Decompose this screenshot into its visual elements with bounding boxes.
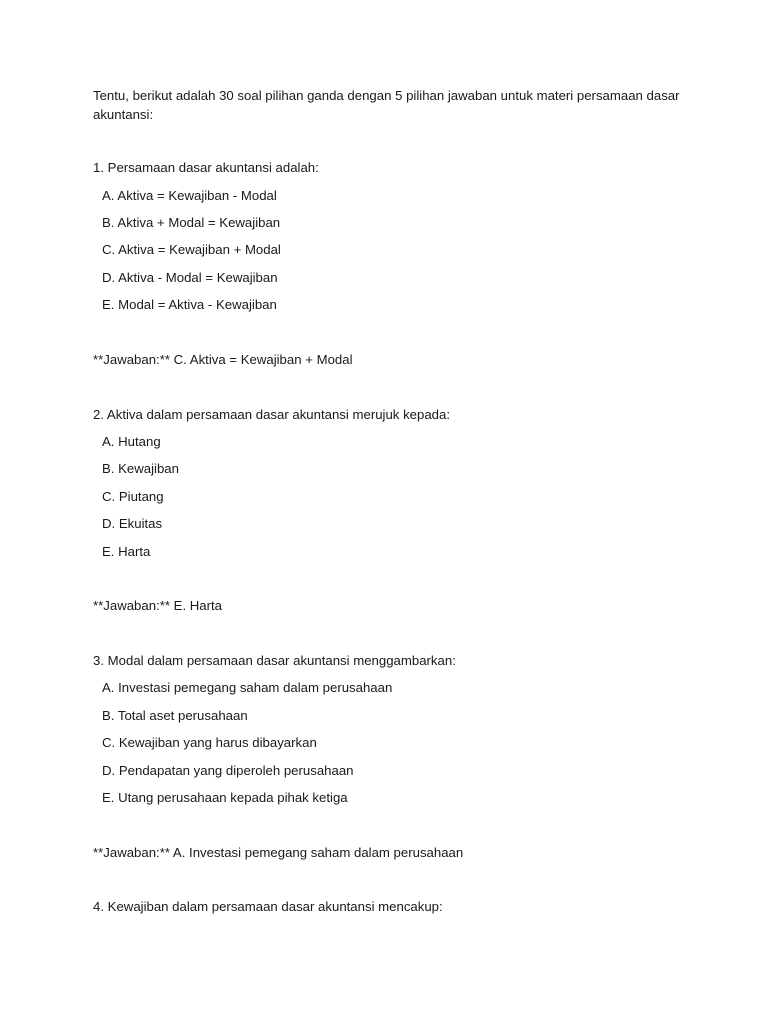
question-3-option-b: B. Total aset perusahaan: [102, 708, 248, 723]
question-2-option-e: E. Harta: [102, 544, 151, 559]
question-3-option-c: C. Kewajiban yang harus dibayarkan: [102, 735, 317, 750]
question-3-answer: **Jawaban:** A. Investasi pemegang saham dalam perusahaan: [93, 845, 464, 860]
question-2-option-a: A. Hutang: [102, 434, 161, 449]
question-1-option-e: E. Modal = Aktiva - Kewajiban: [102, 297, 277, 312]
question-1-option-d: D. Aktiva - Modal = Kewajiban: [102, 270, 278, 285]
question-1-answer: **Jawaban:** C. Aktiva = Kewajiban + Modal: [93, 352, 353, 367]
question-3: 3. Modal dalam persamaan dasar akuntansi menggambarkan:: [93, 653, 456, 668]
question-3-option-e: E. Utang perusahaan kepada pihak ketiga: [102, 790, 348, 805]
question-1: 1. Persamaan dasar akuntansi adalah:: [93, 160, 319, 175]
intro-paragraph: Tentu, berikut adalah 30 soal pilihan ganda dengan 5 pilihan jawaban untuk materi persamaan dasar akuntansi:: [93, 88, 680, 122]
question-2: 2. Aktiva dalam persamaan dasar akuntansi merujuk kepada:: [93, 407, 450, 422]
question-3-option-a: A. Investasi pemegang saham dalam perusahaan: [102, 680, 393, 695]
question-2-option-c: C. Piutang: [102, 489, 164, 504]
question-1-option-a: A. Aktiva = Kewajiban - Modal: [102, 188, 277, 203]
question-1-option-b: B. Aktiva + Modal = Kewajiban: [102, 215, 281, 230]
question-2-option-b: B. Kewajiban: [102, 461, 179, 476]
question-1-option-c: C. Aktiva = Kewajiban + Modal: [102, 242, 281, 257]
question-4: 4. Kewajiban dalam persamaan dasar akuntansi mencakup:: [93, 899, 443, 914]
question-2-answer: **Jawaban:** E. Harta: [93, 598, 223, 613]
question-2-option-d: D. Ekuitas: [102, 516, 163, 531]
question-3-option-d: D. Pendapatan yang diperoleh perusahaan: [102, 763, 354, 778]
